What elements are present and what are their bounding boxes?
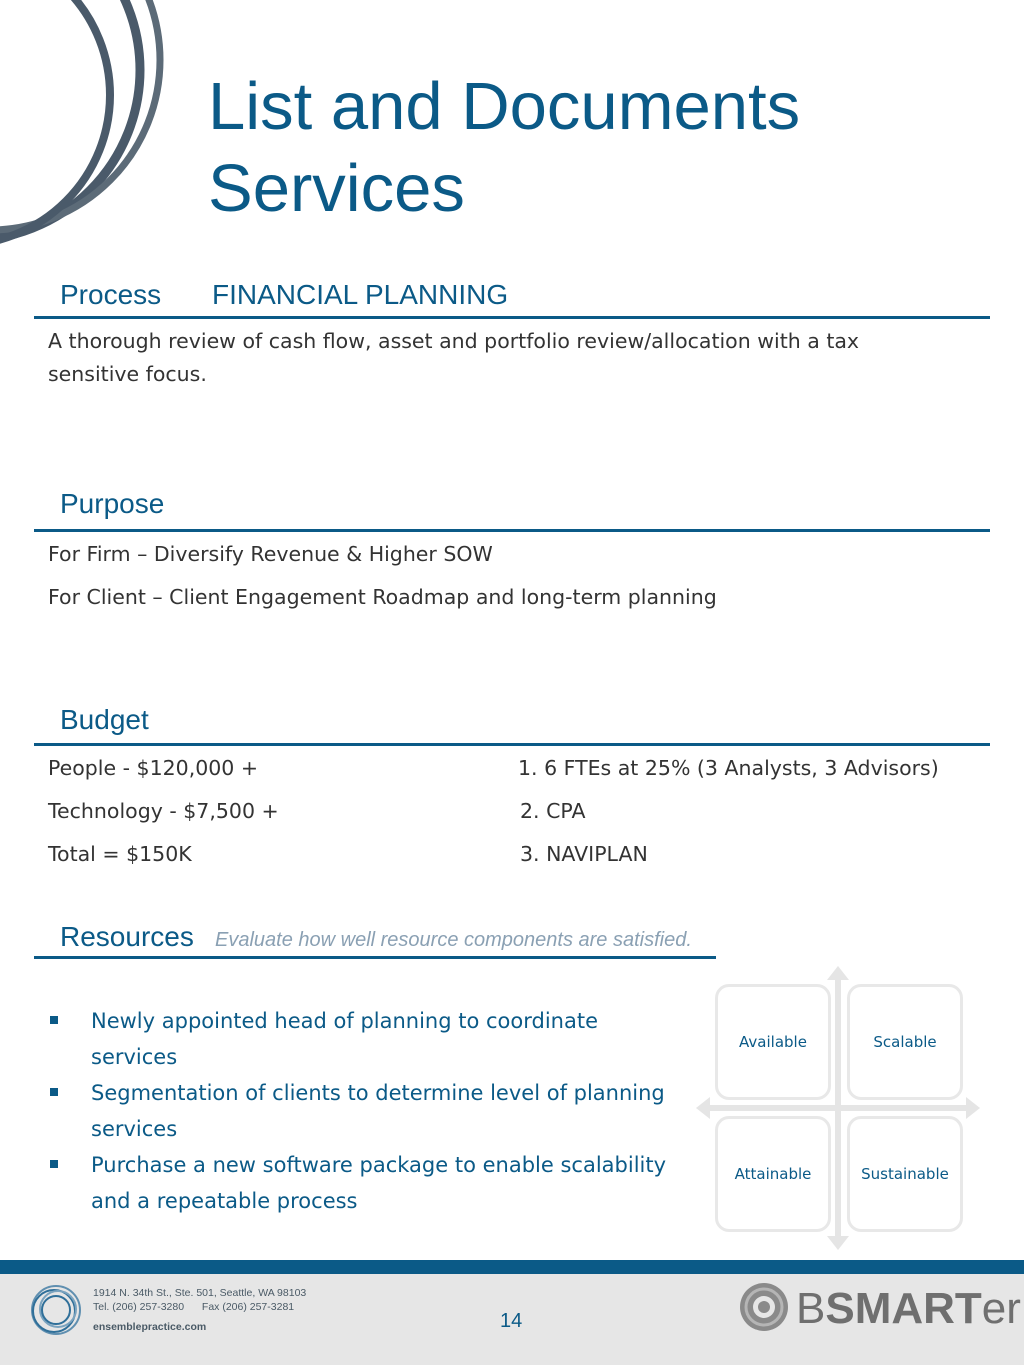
process-label: Process	[60, 279, 162, 310]
budget-total: Total = $150K	[48, 842, 192, 866]
title-line-1: List and Documents	[208, 69, 801, 144]
process-name: FINANCIAL PLANNING	[212, 279, 509, 310]
budget-note-cpa: 2. CPA	[520, 799, 586, 823]
footer-address	[93, 1286, 306, 1334]
website-link[interactable]: ensemblepractice.com	[93, 1321, 207, 1333]
footer-band	[0, 1260, 1024, 1274]
budget-divider	[34, 743, 990, 746]
resources-divider	[34, 956, 716, 959]
resource-bullet-text: Purchase a new software package to enable scalability and a repeatable process	[91, 1153, 667, 1213]
page-title	[208, 66, 988, 230]
title-line-2: Services	[208, 151, 465, 226]
list-item	[48, 1003, 688, 1075]
brand-wordmark	[796, 1284, 1021, 1334]
list-item	[48, 1075, 688, 1147]
quadrant-sustainable: Sustainable	[847, 1116, 963, 1232]
resource-bullet-text: Newly appointed head of planning to coordinate services	[91, 1009, 599, 1069]
process-description-line-2: sensitive focus.	[48, 362, 207, 386]
purpose-item-client: For Client – Client Engagement Roadmap and long-term planning	[48, 585, 717, 609]
contact-line	[93, 1300, 306, 1314]
purpose-item-firm: For Firm – Diversify Revenue & Higher SOW	[48, 542, 493, 566]
budget-technology: Technology - $7,500 +	[48, 799, 279, 823]
resources-label: Resources	[60, 921, 194, 952]
fax-text: Fax (206) 257-3281	[201, 1301, 295, 1313]
resources-bullet-list	[48, 1003, 688, 1219]
bsmarter-logo-icon	[738, 1281, 790, 1333]
budget-note-naviplan: 3. NAVIPLAN	[520, 842, 648, 866]
budget-label: Budget	[60, 704, 149, 735]
brand-bold: SMART	[825, 1284, 982, 1333]
list-item	[48, 1147, 688, 1219]
resource-bullet-text: Segmentation of clients to determine level of planning services	[91, 1081, 665, 1141]
phone-text: Tel. (206) 257-3280	[93, 1301, 185, 1313]
quadrant-attainable: Attainable	[715, 1116, 831, 1232]
decorative-rings	[0, 0, 190, 250]
budget-note-ftes: 1. 6 FTEs at 25% (3 Analysts, 3 Advisors)	[518, 756, 939, 780]
bullet-square-icon	[50, 1016, 58, 1024]
process-description	[48, 325, 978, 391]
bullet-square-icon	[50, 1088, 58, 1096]
quadrant-available: Available	[715, 984, 831, 1100]
footer	[0, 1274, 1024, 1365]
purpose-label: Purpose	[60, 488, 165, 519]
resources-subtitle: Evaluate how well resource components are satisfied.	[215, 929, 692, 951]
brand-suffix: er	[981, 1284, 1021, 1333]
quadrant-scalable: Scalable	[847, 984, 963, 1100]
process-divider	[34, 316, 990, 319]
brand-prefix: B	[796, 1284, 826, 1333]
process-description-line-1: A thorough review of cash flow, asset and portfolio review/allocation with a tax	[48, 329, 860, 353]
purpose-divider	[34, 529, 990, 532]
ensemble-logo-icon	[28, 1282, 84, 1338]
address-line: 1914 N. 34th St., Ste. 501, Seattle, WA 98103	[93, 1287, 307, 1299]
page-number: 14	[500, 1310, 523, 1332]
budget-people: People - $120,000 +	[48, 756, 259, 780]
bullet-square-icon	[50, 1160, 58, 1168]
